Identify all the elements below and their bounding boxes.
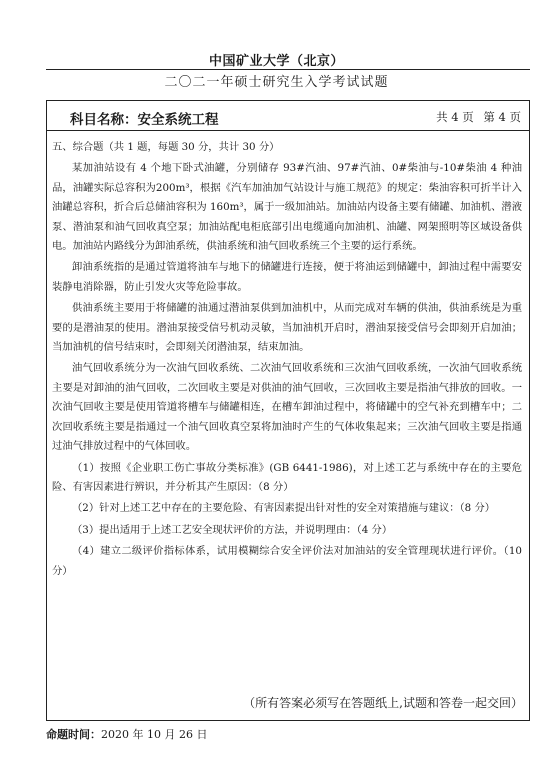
page-info <box>430 109 521 125</box>
date-label: 命题时间： <box>46 728 101 741</box>
date-value: 2020 年 10 月 26 日 <box>101 728 208 741</box>
university-name: 中国矿业大学（北京） <box>208 54 344 69</box>
paragraph-overview: 某加油站设有 4 个地下卧式油罐，分别储存 93#汽油、97#汽油、0#柴油与-10#柴油 4 种油品，油罐实际总容积为200m³，根据《汽车加油加气站设计与施工规范》的规定：柴油容积可折半计入油罐总容积，折合后总储油容积为 160m³，属于一级加油站。加油站内设备主要有储罐、加油机、潜液泵、潜油泵和油气回收真空泵；加油站配电柜底部引出电缆通向加油机、油罐、网架照明等区域设备供电。加油站内路线分为卸油系统，供油系统和油气回收系统三个主要的运行系统。 <box>52 162 522 253</box>
question-body <box>52 138 522 581</box>
proposition-date <box>46 726 207 742</box>
paragraph-vapor-recovery: 油气回收系统分为一次油气回收系统、二次油气回收系统和三次油气回收系统，一次油气回收系统主要是对卸油的油气回收，二次回收主要是对供油的油气回收，三次回收主要是指油气排放的回收。一次油气回收主要是使用管道将槽车与储罐相连，在槽车卸油过程中，将储罐中的空气补充到槽车中；二次回收系统主要是指通过一个油气回收真空泵将加油时产生的气体收集起来；三次油气回收主要是指通过油气排放过程中的气体回收。 <box>52 362 522 453</box>
paragraph-unloading: 卸油系统指的是通过管道将油车与地下的储罐进行连接，便于将油运到储罐中，卸油过程中需要安装静电消除器，防止引发火灾等危险事故。 <box>52 261 522 293</box>
total-pages: 共 4 页 <box>436 110 474 124</box>
paragraph-supply: 供油系统主要用于将储罐的油通过潜油泵供到加油机中，从而完成对车辆的供油，供油系统是为重要的是潜油泵的使用。潜油泵接受信号机动灵敏，当加油机开启时，潜油泵接受信号会即刻开启加油；当加油机的信号结束时，会即刻关闭潜油泵，结束加油。 <box>52 302 522 354</box>
question-3: （3）提出适用于上述工艺安全现状评价的方法，并说明理由：（4 分） <box>72 523 393 536</box>
subject-name: 科目名称：安全系统工程 <box>70 112 219 128</box>
subject-divider <box>47 130 529 131</box>
answer-instruction: （所有答案必须写在答题纸上,试题和答卷一起交回） <box>243 696 523 710</box>
header-rule <box>46 69 530 70</box>
question-2: （2）针对上述工艺中存在的主要危险、有害因素提出针对性的安全对策措施与建议：（8 分） <box>72 502 496 515</box>
question-1: （1）按照《企业职工伤亡事故分类标准》(GB 6441-1986)，对上述工艺与系统中存在的主要危险、有害因素进行辨识，并分析其产生原因：（8 分） <box>52 461 522 493</box>
exam-title: 二〇二一年硕士研究生入学考试试题 <box>164 75 389 90</box>
page-number: 第 4 页 <box>483 110 521 124</box>
question-4: （4）建立二级评价指标体系，试用模糊综合安全评价法对加油站的安全管理现状进行评价。（10 分） <box>52 545 522 577</box>
section-title: 五、综合题（共 1 题，每题 30 分，共计 30 分） <box>52 141 280 153</box>
